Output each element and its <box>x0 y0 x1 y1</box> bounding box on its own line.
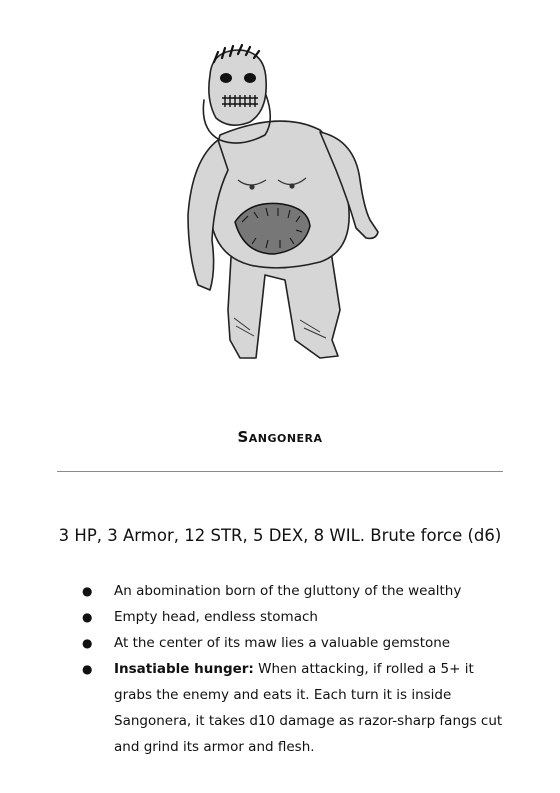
list-item <box>76 630 506 656</box>
trait-label: Insatiable hunger: <box>114 661 254 677</box>
list-item <box>76 656 506 760</box>
bullet-icon: ● <box>82 610 93 624</box>
bullet-icon: ● <box>82 584 93 598</box>
monster-name: Sangonera <box>237 428 323 446</box>
trait-text: When attacking, if rolled a 5+ it grabs the enemy and eats it. Each turn it is inside Sangonera, it takes d10 damage as razor-sharp fangs cut and grind its armor and flesh. <box>114 661 503 755</box>
monster-stats: 3 HP, 3 Armor, 12 STR, 5 DEX, 8 WIL. Brute force (d6) <box>58 526 502 545</box>
bullet-icon: ● <box>82 662 93 676</box>
list-item <box>76 604 506 630</box>
trait-list <box>76 578 506 760</box>
bullet-icon: ● <box>82 636 93 650</box>
list-item <box>76 578 506 604</box>
monster-illustration <box>170 40 390 370</box>
trait-text: An abomination born of the gluttony of the wealthy <box>114 583 462 599</box>
title-divider <box>57 471 503 472</box>
trait-text: Empty head, endless stomach <box>114 609 318 625</box>
trait-text: At the center of its maw lies a valuable gemstone <box>114 635 451 651</box>
